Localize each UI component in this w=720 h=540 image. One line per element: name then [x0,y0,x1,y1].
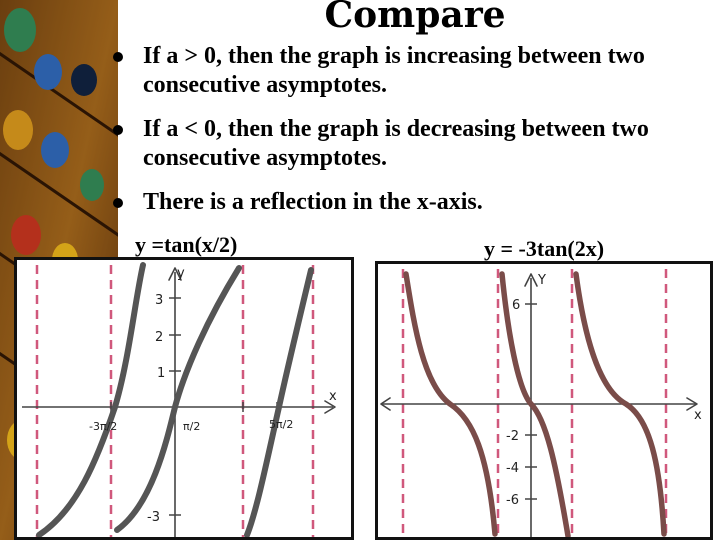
right-graph-caption: y = -3tan(2x) [484,236,605,261]
right-x-axis-label: x [694,408,702,423]
right-y-tick-label: -6 [506,493,519,508]
left-graph-caption: y =tan(x/2) [135,232,238,257]
left-graph-panel [14,257,354,540]
bullet-list [112,42,712,232]
left-y-tick-label: 2 [155,330,164,345]
bullet-dot-icon [113,198,123,208]
bullet-item [112,115,712,173]
bullet-dot-icon [113,125,123,135]
right-y-tick-label: -4 [506,461,519,476]
right-graph-panel [375,261,713,540]
left-y-tick-label: 1 [157,366,166,381]
bullet-text: If a > 0, then the graph is increasing between two consecutive asymptotes. [143,43,645,98]
right-graph-svg [378,264,710,540]
bullet-dot-icon [113,52,123,62]
left-y-axis-label: y [177,266,185,281]
bullet-text: There is a reflection in the x-axis. [143,189,483,215]
left-x-tick-label: π/2 [183,420,201,433]
left-x-tick-label: -3π/2 [89,420,118,433]
bullet-text: If a < 0, then the graph is decreasing between two consecutive asymptotes. [143,116,649,171]
right-y-tick-label: -2 [506,429,519,444]
bullet-item [112,188,712,217]
left-curve-branch [39,265,143,535]
left-y-tick-label: 3 [155,293,164,308]
bullet-item [112,42,712,100]
slide-title: Compare [324,0,506,36]
right-y-axis-label: Y [538,273,546,288]
left-curve-branch [247,270,311,535]
right-y-tick-label: 6 [512,298,521,313]
left-y-tick-label: -3 [147,510,160,525]
left-x-tick-label: 5π/2 [269,418,294,431]
left-x-axis-label: x [329,389,337,404]
left-graph-svg [17,260,351,540]
